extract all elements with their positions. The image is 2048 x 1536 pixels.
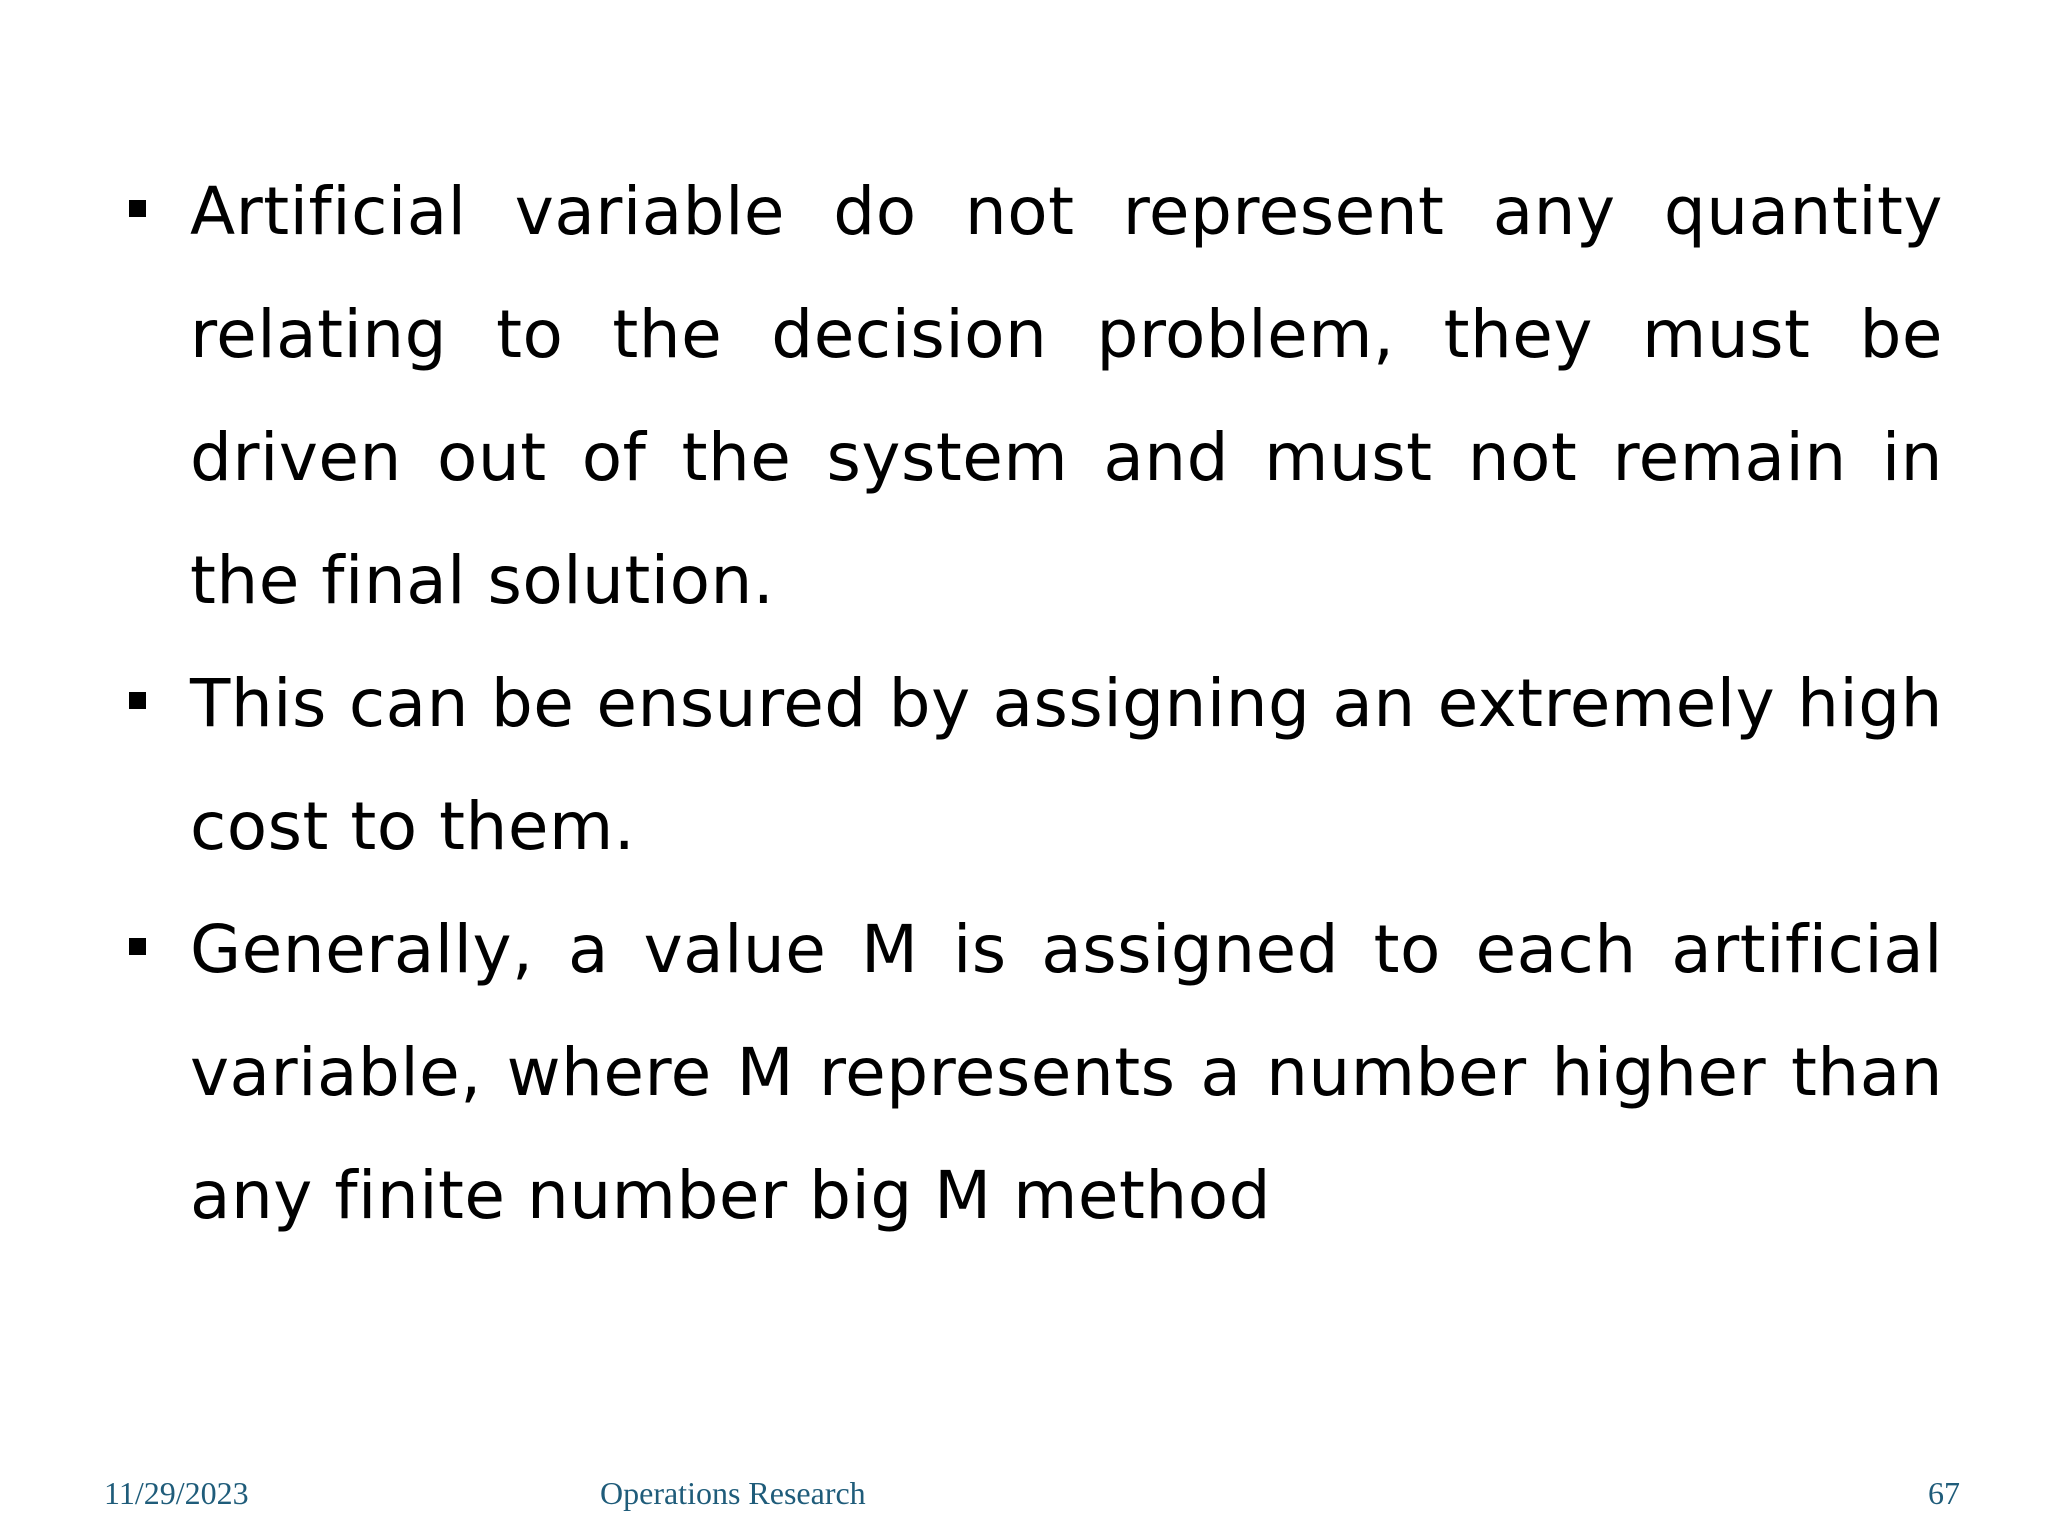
- footer-date: 11/29/2023: [104, 1475, 249, 1511]
- square-bullet-icon: [129, 938, 146, 955]
- bullet-item: [125, 642, 1943, 888]
- square-bullet-icon: [129, 200, 146, 217]
- bullet-item: [125, 150, 1943, 642]
- bullet-text: Artificial variable do not represent any quantity relating to the decision problem, they must be driven out of the system and must not remain in the final solution.: [190, 173, 1943, 619]
- square-bullet-icon: [129, 692, 146, 709]
- bullet-text: This can be ensured by assigning an extremely high cost to them.: [190, 665, 1943, 865]
- bullet-item: [125, 888, 1943, 1257]
- page-number: 67: [1928, 1475, 1960, 1511]
- bullet-list: [125, 150, 1943, 1257]
- bullet-text: Generally, a value M is assigned to each artificial variable, where M represents a number higher than any finite number big M method: [190, 911, 1943, 1234]
- footer-title: Operations Research: [600, 1475, 866, 1511]
